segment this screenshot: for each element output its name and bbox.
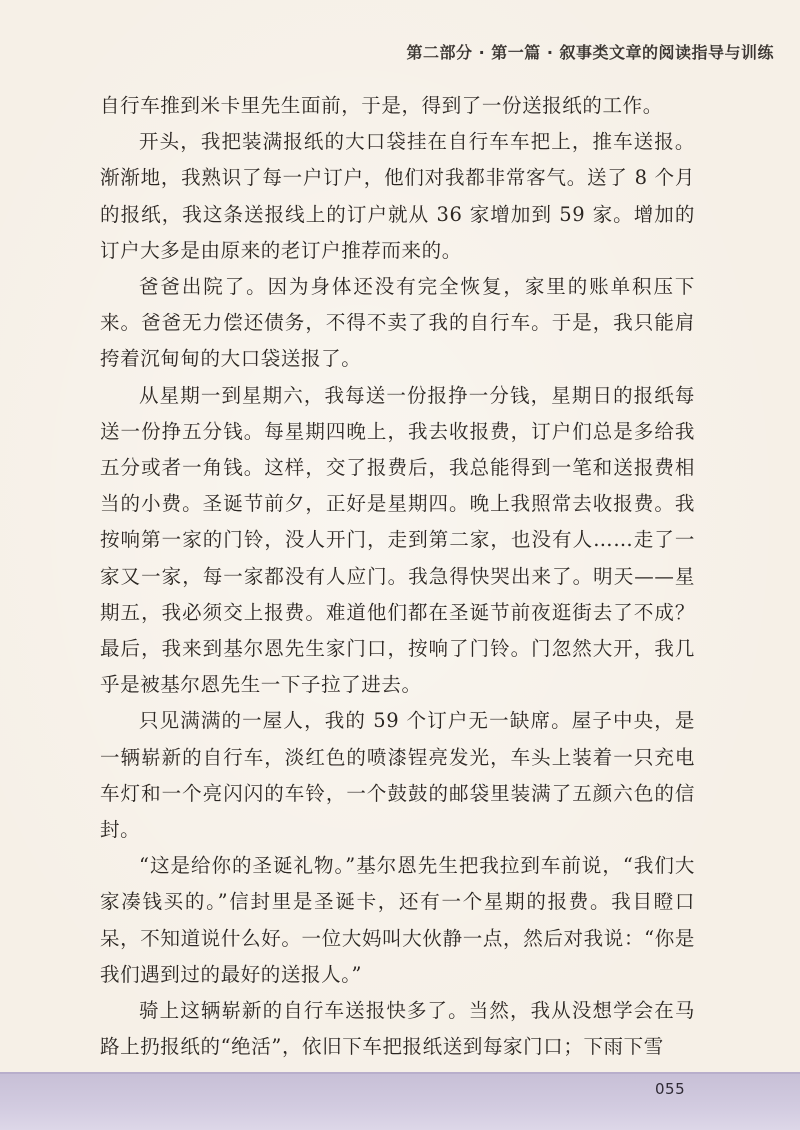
paragraph-6: “这是给你的圣诞礼物。”基尔恩先生把我拉到车前说，“我们大家凑钱买的。”信封里是圣诞卡，还有一个星期的报费。我目瞪口呆，不知道说什么好。一位大妈叫大伙静一点，然后对我说：“你是我们遇到过的最好的送报人。” bbox=[100, 854, 695, 986]
paragraph-4: 从星期一到星期六，我每送一份报挣一分钱，星期日的报纸每送一份挣五分钱。每星期四晚上，我去收报费，订户们总是多给我五分或者一角钱。这样，交了报费后，我总能得到一笔和送报费相当的小费。圣诞节前夕，正好是星期四。晚上我照常去收报费。我按响第一家的门铃，没人开门，走到第二家，也没有人……走了一家又一家，每一家都没有人应门。我急得快哭出来了。明天——星期五，我必须交上报费。难道他们都在圣诞节前夜逛街去了不成？最后，我来到基尔恩先生家门口，按响了门铃。门忽然大开，我几乎是被基尔恩先生一下子拉了进去。 bbox=[100, 383, 695, 697]
page-number: 055 bbox=[655, 1080, 686, 1098]
footer-rule bbox=[0, 1072, 800, 1074]
paragraph-3: 爸爸出院了。因为身体还没有完全恢复，家里的账单积压下来。爸爸无力偿还债务，不得不卖了我的自行车。于是，我只能肩挎着沉甸甸的大口袋送报了。 bbox=[100, 275, 695, 371]
paragraph-5: 只见满满的一屋人，我的 59 个订户无一缺席。屋子中央，是一辆崭新的自行车，淡红色的喷漆锃亮发光，车头上装着一只充电车灯和一个亮闪闪的车铃，一个鼓鼓的邮袋里装满了五颜六色的信封。 bbox=[100, 709, 695, 842]
body-text bbox=[100, 88, 695, 1065]
paragraph-2: 开头，我把装满报纸的大口袋挂在自行车车把上，推车送报。渐渐地，我熟识了每一户订户，他们对我都非常客气。送了 8 个月的报纸，我这条送报线上的订户就从 36 家增加到 59 家。增加的订户大多是由原来的老订户推荐而来的。 bbox=[100, 130, 695, 262]
paragraph-1: 自行车推到米卡里先生面前，于是，得到了一份送报纸的工作。 bbox=[100, 94, 663, 117]
paragraph-7: 骑上这辆崭新的自行车送报快多了。当然，我从没想学会在马路上扔报纸的“绝活”，依旧下车把报纸送到每家门口；下雨下雪 bbox=[100, 999, 695, 1059]
running-header: 第二部分 · 第一篇 · 叙事类文章的阅读指导与训练 bbox=[406, 43, 774, 62]
